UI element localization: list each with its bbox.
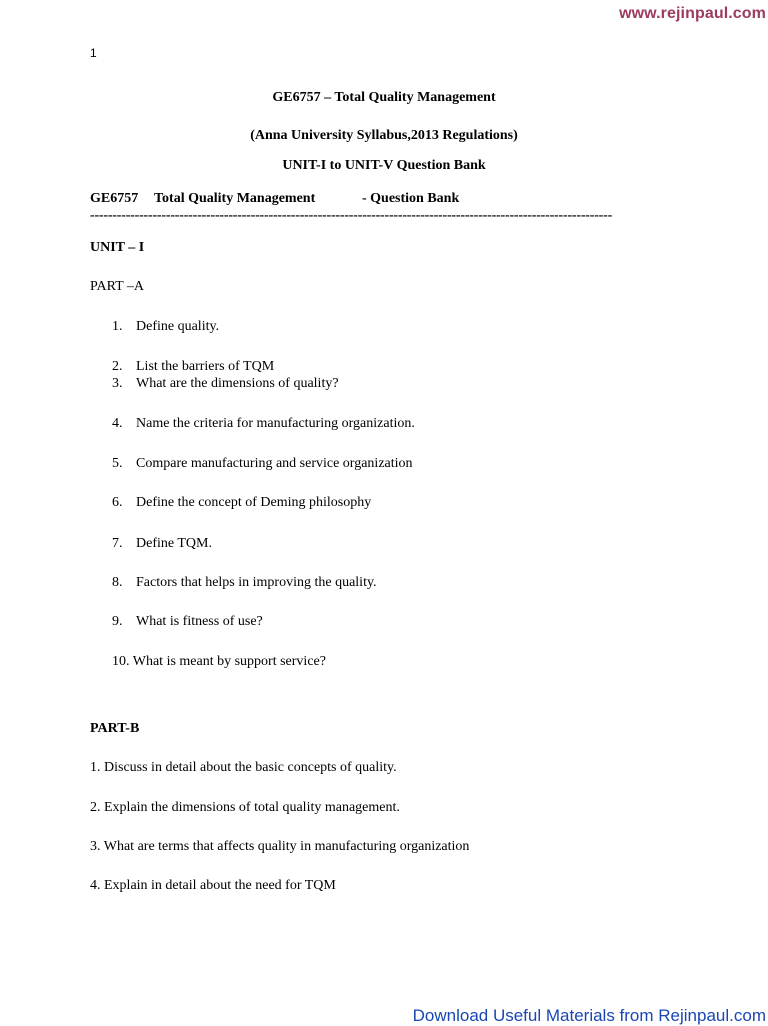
part-a-question [112,456,413,472]
question-text: Factors that helps in improving the quality. [136,575,377,590]
question-text: Define quality. [136,319,220,334]
header-course-name: Total Quality Management [154,191,316,206]
part-a-question [112,654,326,670]
question-text: What is fitness of use? [136,614,263,629]
part-a-question [112,495,371,511]
site-watermark-link[interactable]: www.rejinpaul.com [619,5,766,22]
course-title: GE6757 – Total Quality Management [272,90,496,105]
question-text: What are the dimensions of quality? [136,376,339,391]
dashed-divider: --------------------------------------------------------------------------------------------------------------------- [90,208,613,223]
question-number: 2. [112,359,123,374]
part-b-question: 3. What are terms that affects quality in manufacturing organization [90,839,470,854]
question-text: Name the criteria for manufacturing organization. [136,416,415,431]
part-a-question [112,614,263,630]
question-text: What is meant by support service? [132,654,326,669]
page-number: 1 [90,46,97,60]
part-a-question [112,575,377,591]
part-a-question [112,319,219,335]
question-number: 1. [112,319,123,334]
question-text: Define TQM. [136,536,212,551]
question-number: 8. [112,575,123,590]
header-course-code: GE6757 [90,191,139,206]
question-text: Compare manufacturing and service organization [136,456,413,471]
part-a-question [112,376,339,392]
question-number: 10. [112,654,130,669]
unit-heading: UNIT – I [90,240,145,255]
download-materials-link[interactable]: Download Useful Materials from Rejinpaul.com [412,1006,766,1025]
question-number: 4. [112,416,123,431]
header-suffix: - Question Bank [362,191,460,206]
question-number: 9. [112,614,123,629]
question-number: 5. [112,456,123,471]
unit-range-title: UNIT-I to UNIT-V Question Bank [282,158,486,173]
part-b-question: 1. Discuss in detail about the basic concepts of quality. [90,760,397,775]
question-text: Define the concept of Deming philosophy [136,495,372,510]
syllabus-line: (Anna University Syllabus,2013 Regulations) [250,128,518,143]
question-number: 3. [112,376,123,391]
part-a-heading: PART –A [90,279,145,294]
part-b-heading: PART-B [90,721,140,736]
question-number: 6. [112,495,123,510]
part-a-question [112,416,415,432]
question-text: List the barriers of TQM [136,359,275,374]
part-b-question: 2. Explain the dimensions of total quality management. [90,800,400,815]
question-number: 7. [112,536,123,551]
part-a-question [112,359,274,375]
part-a-question [112,536,212,552]
part-b-question: 4. Explain in detail about the need for TQM [90,878,336,893]
document-header-line [90,191,459,207]
